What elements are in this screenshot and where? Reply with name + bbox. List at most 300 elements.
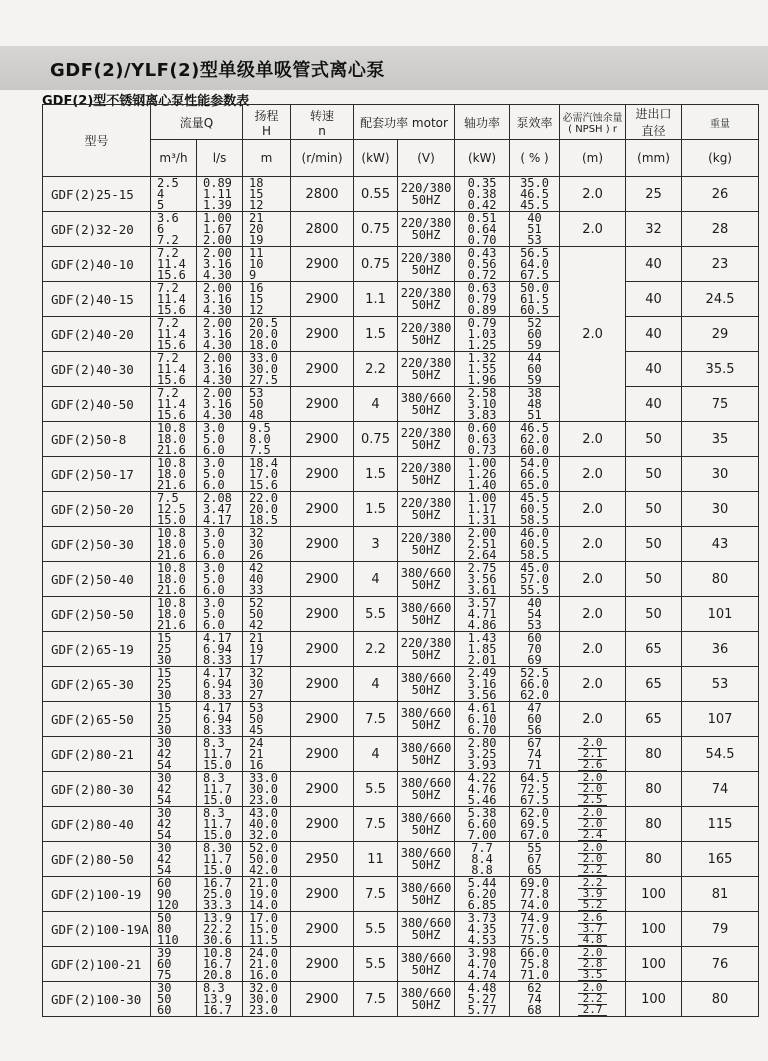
header-npsh-label: 必需汽蚀余量: [562, 113, 623, 124]
cell-npsh: 2.6 3.7 4.8: [560, 912, 626, 947]
cell-power-v: 380/660 50HZ: [398, 807, 455, 842]
cell-head: 9.5 8.0 7.5: [243, 422, 291, 457]
cell-efficiency: 38 48 51: [510, 387, 560, 422]
cell-shaft: 2.49 3.16 3.56: [455, 667, 510, 702]
cell-head: 42 40 33: [243, 562, 291, 597]
cell-head: 22.0 20.0 18.5: [243, 492, 291, 527]
cell-flow-m3h: 15 25 30: [151, 702, 197, 737]
cell-shaft: 5.38 6.60 7.00: [455, 807, 510, 842]
cell-model: GDF(2)50-40: [43, 562, 151, 597]
cell-head: 52 50 42: [243, 597, 291, 632]
cell-efficiency: 67 74 71: [510, 737, 560, 772]
cell-power-kw: 3: [354, 527, 398, 562]
cell-speed: 2900: [291, 877, 354, 912]
cell-npsh: 2.0 2.0 2.5: [560, 772, 626, 807]
table-caption: GDF(2)型不锈钢离心泵性能参数表: [42, 94, 250, 109]
cell-weight: 165: [682, 842, 759, 877]
cell-port: 50: [626, 492, 682, 527]
header-shaft: 轴功率: [455, 105, 510, 140]
cell-weight: 35: [682, 422, 759, 457]
cell-power-v: 220/380 50HZ: [398, 527, 455, 562]
header-speed-symbol: n: [318, 123, 326, 138]
cell-shaft: 0.60 0.63 0.73: [455, 422, 510, 457]
cell-power-v: 380/660 50HZ: [398, 737, 455, 772]
cell-power-kw: 4: [354, 667, 398, 702]
cell-model: GDF(2)50-17: [43, 457, 151, 492]
header-head-label: 扬程: [254, 108, 279, 123]
cell-npsh: 2.2 3.9 5.2: [560, 877, 626, 912]
cell-port: 80: [626, 737, 682, 772]
cell-power-v: 220/380 50HZ: [398, 457, 455, 492]
cell-speed: 2900: [291, 667, 354, 702]
header-eff-unit: ( % ): [510, 140, 560, 177]
cell-efficiency: 50.0 61.5 60.5: [510, 282, 560, 317]
header-port-label: 进出口: [635, 107, 672, 121]
cell-power-v: 380/660 50HZ: [398, 947, 455, 982]
cell-power-v: 380/660 50HZ: [398, 562, 455, 597]
cell-port: 100: [626, 982, 682, 1017]
table-row: [43, 772, 759, 807]
cell-power-kw: 5.5: [354, 947, 398, 982]
cell-power-v: 220/380 50HZ: [398, 177, 455, 212]
cell-power-kw: 0.75: [354, 212, 398, 247]
cell-weight: 29: [682, 317, 759, 352]
cell-efficiency: 45.0 57.0 55.5: [510, 562, 560, 597]
cell-flow-m3h: 15 25 30: [151, 632, 197, 667]
cell-npsh: 2.0: [560, 597, 626, 632]
header-weight-unit: (kg): [682, 140, 759, 177]
cell-model: GDF(2)80-30: [43, 772, 151, 807]
cell-power-kw: 5.5: [354, 912, 398, 947]
cell-shaft: 2.00 2.51 2.64: [455, 527, 510, 562]
cell-model: GDF(2)40-10: [43, 247, 151, 282]
cell-efficiency: 56.5 64.0 67.5: [510, 247, 560, 282]
table-row: [43, 527, 759, 562]
cell-model: GDF(2)50-8: [43, 422, 151, 457]
header-power-kw: (kW): [354, 140, 398, 177]
cell-power-v: 220/380 50HZ: [398, 352, 455, 387]
cell-flow-m3h: 10.8 18.0 21.6: [151, 562, 197, 597]
cell-speed: 2900: [291, 492, 354, 527]
cell-flow-ls: 0.89 1.11 1.39: [197, 177, 243, 212]
cell-efficiency: 45.5 60.5 58.5: [510, 492, 560, 527]
cell-flow-ls: 4.17 6.94 8.33: [197, 632, 243, 667]
cell-weight: 28: [682, 212, 759, 247]
cell-shaft: 0.51 0.64 0.70: [455, 212, 510, 247]
cell-model: GDF(2)80-21: [43, 737, 151, 772]
cell-speed: 2900: [291, 457, 354, 492]
cell-power-v: 220/380 50HZ: [398, 632, 455, 667]
cell-head: 43.0 40.0 32.0: [243, 807, 291, 842]
cell-port: 100: [626, 912, 682, 947]
cell-power-v: 380/660 50HZ: [398, 912, 455, 947]
cell-model: GDF(2)50-20: [43, 492, 151, 527]
header-port-unit: (mm): [626, 140, 682, 177]
cell-efficiency: 55 67 65: [510, 842, 560, 877]
cell-flow-ls: 3.0 5.0 6.0: [197, 562, 243, 597]
cell-efficiency: 60 70 69: [510, 632, 560, 667]
cell-weight: 54.5: [682, 737, 759, 772]
table-row: [43, 457, 759, 492]
table-row: [43, 912, 759, 947]
cell-port: 65: [626, 632, 682, 667]
table-row: [43, 177, 759, 212]
cell-weight: 53: [682, 667, 759, 702]
cell-port: 32: [626, 212, 682, 247]
cell-flow-m3h: 15 25 30: [151, 667, 197, 702]
cell-power-v: 220/380 50HZ: [398, 212, 455, 247]
cell-flow-m3h: 7.2 11.4 15.6: [151, 282, 197, 317]
cell-port: 40: [626, 317, 682, 352]
cell-flow-ls: 8.3 11.7 15.0: [197, 807, 243, 842]
cell-flow-m3h: 10.8 18.0 21.6: [151, 527, 197, 562]
header-model: 型号: [43, 105, 151, 177]
cell-power-kw: 1.5: [354, 317, 398, 352]
cell-power-kw: 1.1: [354, 282, 398, 317]
cell-power-v: 220/380 50HZ: [398, 247, 455, 282]
cell-head: 11 10 9: [243, 247, 291, 282]
cell-power-kw: 7.5: [354, 982, 398, 1017]
table-row: [43, 702, 759, 737]
cell-port: 40: [626, 387, 682, 422]
cell-port: 40: [626, 352, 682, 387]
cell-speed: 2900: [291, 247, 354, 282]
cell-shaft: 1.00 1.17 1.31: [455, 492, 510, 527]
cell-weight: 35.5: [682, 352, 759, 387]
cell-power-kw: 0.55: [354, 177, 398, 212]
header-npsh-unit: (m): [560, 140, 626, 177]
cell-shaft: 2.58 3.10 3.83: [455, 387, 510, 422]
cell-flow-m3h: 2.5 4 5: [151, 177, 197, 212]
performance-table: [42, 104, 759, 1017]
cell-npsh-merged: 2.0: [560, 247, 626, 422]
cell-flow-ls: 1.00 1.67 2.00: [197, 212, 243, 247]
cell-speed: 2900: [291, 352, 354, 387]
cell-flow-m3h: 7.2 11.4 15.6: [151, 247, 197, 282]
cell-head: 24.0 21.0 16.0: [243, 947, 291, 982]
cell-efficiency: 66.0 75.8 71.0: [510, 947, 560, 982]
cell-power-kw: 4: [354, 737, 398, 772]
cell-speed: 2900: [291, 702, 354, 737]
header-npsh: [560, 105, 626, 140]
table-row: [43, 807, 759, 842]
cell-flow-ls: 4.17 6.94 8.33: [197, 667, 243, 702]
cell-model: GDF(2)40-30: [43, 352, 151, 387]
cell-power-v: 380/660 50HZ: [398, 597, 455, 632]
cell-model: GDF(2)100-30: [43, 982, 151, 1017]
cell-efficiency: 62.0 69.5 67.0: [510, 807, 560, 842]
cell-shaft: 5.44 6.20 6.85: [455, 877, 510, 912]
cell-flow-m3h: 10.8 18.0 21.6: [151, 597, 197, 632]
header-speed: [291, 105, 354, 140]
cell-npsh: 2.0: [560, 177, 626, 212]
cell-model: GDF(2)80-40: [43, 807, 151, 842]
cell-port: 50: [626, 457, 682, 492]
cell-efficiency: 52 60 59: [510, 317, 560, 352]
cell-flow-m3h: 10.8 18.0 21.6: [151, 457, 197, 492]
cell-port: 80: [626, 807, 682, 842]
cell-shaft: 1.43 1.85 2.01: [455, 632, 510, 667]
cell-flow-m3h: 7.5 12.5 15.0: [151, 492, 197, 527]
header-efficiency: 泵效率: [510, 105, 560, 140]
cell-flow-m3h: 30 50 60: [151, 982, 197, 1017]
cell-npsh: 2.0 2.8 3.5: [560, 947, 626, 982]
cell-model: GDF(2)50-50: [43, 597, 151, 632]
cell-flow-ls: 16.7 25.0 33.3: [197, 877, 243, 912]
cell-power-v: 220/380 50HZ: [398, 492, 455, 527]
cell-weight: 74: [682, 772, 759, 807]
cell-port: 100: [626, 877, 682, 912]
cell-head: 16 15 12: [243, 282, 291, 317]
cell-port: 50: [626, 422, 682, 457]
cell-flow-ls: 8.3 11.7 15.0: [197, 772, 243, 807]
cell-model: GDF(2)100-21: [43, 947, 151, 982]
cell-npsh: 2.0: [560, 562, 626, 597]
cell-model: GDF(2)100-19A: [43, 912, 151, 947]
cell-port: 50: [626, 562, 682, 597]
cell-power-kw: 2.2: [354, 352, 398, 387]
cell-shaft: 0.63 0.79 0.89: [455, 282, 510, 317]
cell-model: GDF(2)50-30: [43, 527, 151, 562]
table-row: [43, 247, 759, 282]
cell-shaft: 1.32 1.55 1.96: [455, 352, 510, 387]
table-row: [43, 422, 759, 457]
cell-model: GDF(2)65-50: [43, 702, 151, 737]
cell-efficiency: 47 60 56: [510, 702, 560, 737]
cell-port: 65: [626, 702, 682, 737]
cell-flow-m3h: 7.2 11.4 15.6: [151, 387, 197, 422]
cell-power-kw: 5.5: [354, 597, 398, 632]
cell-shaft: 0.35 0.38 0.42: [455, 177, 510, 212]
cell-head: 32 30 27: [243, 667, 291, 702]
table-row: [43, 877, 759, 912]
cell-port: 25: [626, 177, 682, 212]
header-npsh-symbol: ( NPSH ) r: [568, 124, 617, 135]
cell-power-v: 220/380 50HZ: [398, 282, 455, 317]
cell-weight: 23: [682, 247, 759, 282]
cell-shaft: 1.00 1.26 1.40: [455, 457, 510, 492]
cell-power-v: 220/380 50HZ: [398, 317, 455, 352]
table-row: [43, 562, 759, 597]
cell-model: GDF(2)40-50: [43, 387, 151, 422]
header-speed-unit: (r/min): [291, 140, 354, 177]
cell-speed: 2800: [291, 177, 354, 212]
cell-npsh: 2.0: [560, 667, 626, 702]
cell-shaft: 3.73 4.35 4.53: [455, 912, 510, 947]
table-row: [43, 317, 759, 352]
table-row: [43, 632, 759, 667]
table-row: [43, 947, 759, 982]
cell-port: 50: [626, 597, 682, 632]
table-row: [43, 842, 759, 877]
cell-port: 80: [626, 842, 682, 877]
cell-efficiency: 46.5 62.0 60.0: [510, 422, 560, 457]
cell-efficiency: 69.0 77.8 74.0: [510, 877, 560, 912]
cell-head: 53 50 45: [243, 702, 291, 737]
table-row: [43, 492, 759, 527]
cell-flow-ls: 8.3 13.9 16.7: [197, 982, 243, 1017]
cell-flow-m3h: 50 80 110: [151, 912, 197, 947]
cell-head: 33.0 30.0 27.5: [243, 352, 291, 387]
cell-npsh: 2.0: [560, 632, 626, 667]
table-body: [43, 177, 759, 1017]
cell-shaft: 7.7 8.4 8.8: [455, 842, 510, 877]
cell-port: 100: [626, 947, 682, 982]
cell-weight: 43: [682, 527, 759, 562]
cell-npsh: 2.0: [560, 422, 626, 457]
cell-speed: 2900: [291, 387, 354, 422]
header-weight: 重量: [682, 105, 759, 140]
cell-power-kw: 7.5: [354, 877, 398, 912]
cell-power-v: 380/660 50HZ: [398, 982, 455, 1017]
header-head-symbol: H: [262, 123, 272, 138]
table-row: [43, 282, 759, 317]
cell-power-kw: 11: [354, 842, 398, 877]
cell-power-kw: 0.75: [354, 247, 398, 282]
cell-efficiency: 64.5 72.5 67.5: [510, 772, 560, 807]
cell-port: 65: [626, 667, 682, 702]
cell-flow-m3h: 10.8 18.0 21.6: [151, 422, 197, 457]
cell-npsh: 2.0 2.1 2.6: [560, 737, 626, 772]
cell-speed: 2900: [291, 807, 354, 842]
table-row: [43, 597, 759, 632]
cell-head: 21 20 19: [243, 212, 291, 247]
cell-power-v: 380/660 50HZ: [398, 667, 455, 702]
cell-flow-m3h: 30 42 54: [151, 737, 197, 772]
table-row: [43, 387, 759, 422]
cell-model: GDF(2)40-15: [43, 282, 151, 317]
cell-npsh: 2.0: [560, 527, 626, 562]
cell-flow-ls: 2.00 3.16 4.30: [197, 352, 243, 387]
cell-efficiency: 46.0 60.5 58.5: [510, 527, 560, 562]
header-port: [626, 105, 682, 140]
cell-flow-m3h: 30 42 54: [151, 772, 197, 807]
table-row: [43, 982, 759, 1017]
cell-power-kw: 2.2: [354, 632, 398, 667]
cell-speed: 2900: [291, 772, 354, 807]
cell-head: 24 21 16: [243, 737, 291, 772]
cell-weight: 115: [682, 807, 759, 842]
cell-flow-ls: 2.08 3.47 4.17: [197, 492, 243, 527]
cell-model: GDF(2)80-50: [43, 842, 151, 877]
cell-shaft: 0.79 1.03 1.25: [455, 317, 510, 352]
cell-speed: 2900: [291, 597, 354, 632]
cell-flow-ls: 3.0 5.0 6.0: [197, 422, 243, 457]
cell-head: 21 19 17: [243, 632, 291, 667]
cell-power-kw: 7.5: [354, 807, 398, 842]
cell-efficiency: 54.0 66.5 65.0: [510, 457, 560, 492]
cell-head: 21.0 19.0 14.0: [243, 877, 291, 912]
cell-power-kw: 5.5: [354, 772, 398, 807]
cell-power-kw: 1.5: [354, 457, 398, 492]
cell-flow-ls: 2.00 3.16 4.30: [197, 282, 243, 317]
table-row: [43, 352, 759, 387]
cell-speed: 2900: [291, 317, 354, 352]
header-shaft-unit: (kW): [455, 140, 510, 177]
header-flow-ls: l/s: [197, 140, 243, 177]
cell-power-kw: 7.5: [354, 702, 398, 737]
cell-head: 52.0 50.0 42.0: [243, 842, 291, 877]
header-flow: 流量Q: [151, 105, 243, 140]
cell-flow-m3h: 39 60 75: [151, 947, 197, 982]
cell-shaft: 2.75 3.56 3.61: [455, 562, 510, 597]
cell-efficiency: 40 51 53: [510, 212, 560, 247]
cell-shaft: 4.48 5.27 5.77: [455, 982, 510, 1017]
cell-flow-ls: 8.3 11.7 15.0: [197, 737, 243, 772]
cell-power-kw: 4: [354, 562, 398, 597]
cell-weight: 36: [682, 632, 759, 667]
cell-efficiency: 44 60 59: [510, 352, 560, 387]
cell-shaft: 4.22 4.76 5.46: [455, 772, 510, 807]
table-row: [43, 212, 759, 247]
table-row: [43, 667, 759, 702]
cell-flow-ls: 3.0 5.0 6.0: [197, 457, 243, 492]
cell-npsh: 2.0 2.0 2.4: [560, 807, 626, 842]
cell-speed: 2900: [291, 632, 354, 667]
cell-speed: 2900: [291, 737, 354, 772]
cell-npsh: 2.0: [560, 457, 626, 492]
cell-weight: 76: [682, 947, 759, 982]
cell-weight: 107: [682, 702, 759, 737]
cell-npsh: 2.0: [560, 212, 626, 247]
page-title: GDF(2)/YLF(2)型单级单吸管式离心泵: [50, 60, 385, 81]
cell-flow-m3h: 60 90 120: [151, 877, 197, 912]
cell-speed: 2900: [291, 422, 354, 457]
cell-weight: 30: [682, 492, 759, 527]
cell-speed: 2900: [291, 947, 354, 982]
cell-flow-ls: 3.0 5.0 6.0: [197, 597, 243, 632]
cell-efficiency: 74.9 77.0 75.5: [510, 912, 560, 947]
cell-head: 53 50 48: [243, 387, 291, 422]
cell-model: GDF(2)65-30: [43, 667, 151, 702]
cell-flow-m3h: 30 42 54: [151, 807, 197, 842]
cell-flow-m3h: 7.2 11.4 15.6: [151, 352, 197, 387]
cell-shaft: 4.61 6.10 6.70: [455, 702, 510, 737]
cell-flow-ls: 4.17 6.94 8.33: [197, 702, 243, 737]
header-head-unit: m: [243, 140, 291, 177]
cell-speed: 2900: [291, 912, 354, 947]
cell-model: GDF(2)40-20: [43, 317, 151, 352]
title-banner: [0, 46, 768, 90]
cell-power-v: 380/660 50HZ: [398, 772, 455, 807]
cell-weight: 79: [682, 912, 759, 947]
cell-flow-ls: 10.8 16.7 20.8: [197, 947, 243, 982]
cell-power-v: 380/660 50HZ: [398, 387, 455, 422]
cell-flow-m3h: 7.2 11.4 15.6: [151, 317, 197, 352]
header-flow-m3h: m³/h: [151, 140, 197, 177]
cell-model: GDF(2)100-19: [43, 877, 151, 912]
cell-weight: 80: [682, 562, 759, 597]
cell-power-v: 380/660 50HZ: [398, 702, 455, 737]
cell-model: GDF(2)32-20: [43, 212, 151, 247]
cell-port: 50: [626, 527, 682, 562]
cell-npsh: 2.0: [560, 702, 626, 737]
cell-shaft: 0.43 0.56 0.72: [455, 247, 510, 282]
cell-speed: 2900: [291, 562, 354, 597]
cell-model: GDF(2)65-19: [43, 632, 151, 667]
cell-head: 32 30 26: [243, 527, 291, 562]
cell-head: 32.0 30.0 23.0: [243, 982, 291, 1017]
cell-power-v: 380/660 50HZ: [398, 877, 455, 912]
header-power-v: (V): [398, 140, 455, 177]
cell-flow-m3h: 3.6 6 7.2: [151, 212, 197, 247]
cell-efficiency: 52.5 66.0 62.0: [510, 667, 560, 702]
cell-port: 80: [626, 772, 682, 807]
cell-head: 33.0 30.0 23.0: [243, 772, 291, 807]
cell-power-v: 380/660 50HZ: [398, 842, 455, 877]
header-port-sub: 直径: [641, 124, 666, 138]
cell-npsh: 2.0: [560, 492, 626, 527]
